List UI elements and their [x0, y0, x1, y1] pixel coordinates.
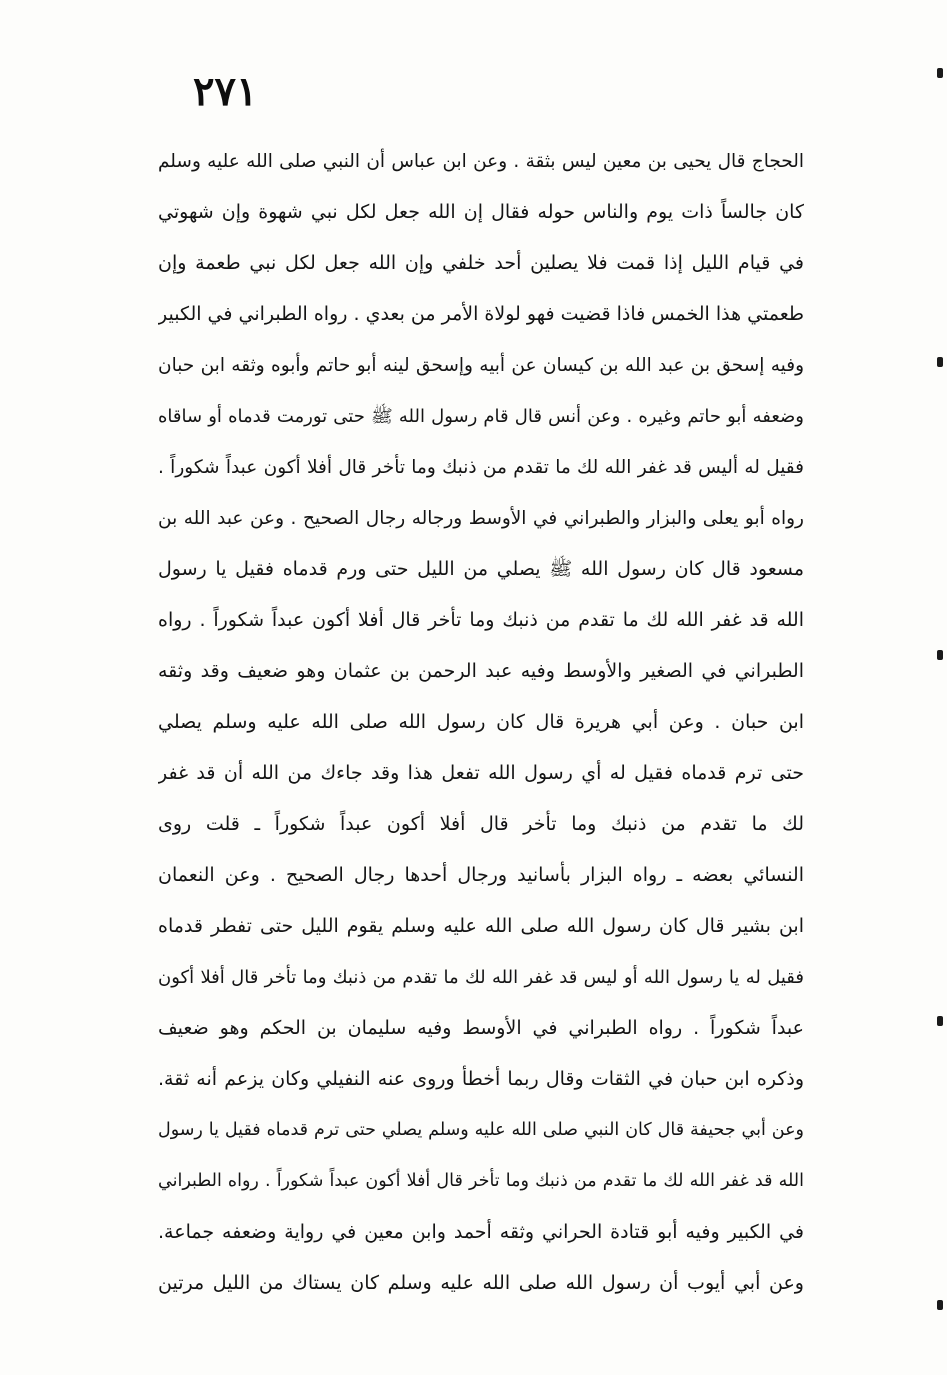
text-line: عبداً شكوراً . رواه الطبراني في الأوسط وفيه سليمان بن الحكم وهو ضعيف: [158, 1017, 804, 1039]
text-line: ابن حبان . وعن أبي هريرة قال كان رسول الله صلى الله عليه وسلم يصلي: [158, 711, 804, 733]
text-line: حتى ترم قدماه فقيل له أي رسول الله تفعل هذا وقد جاءك من الله أن قد غفر: [158, 762, 804, 784]
text-line: فقيل له يا رسول الله أو ليس قد غفر الله لك ما تقدم من ذنبك وما تأخر قال أفلا أكون: [158, 967, 804, 988]
text-line: وفيه إسحق بن عبد الله بن كيسان عن أبيه وإسحق لينه أبو حاتم وأبوه وثقه ابن حبان: [158, 355, 804, 376]
scan-edge-mark: [937, 68, 943, 78]
text-line: وضعفه أبو حاتم وغيره . وعن أنس قال قام رسول الله ﷺ حتى تورمت قدماه أو ساقاه: [158, 406, 804, 427]
scan-edge-mark: [937, 1016, 943, 1026]
text-line: في الكبير وفيه أبو قتادة الحراني وثقه أحمد وابن معين في رواية وضعفه جماعة.: [158, 1221, 804, 1243]
text-line: لك ما تقدم من ذنبك وما تأخر قال أفلا أكون عبداً شكوراً ـ قلت روى: [158, 813, 804, 835]
text-line: الحجاج قال يحيى بن معين ليس بثقة . وعن ابن عباس أن النبي صلى الله عليه وسلم: [158, 151, 804, 172]
scan-edge-mark: [937, 357, 943, 367]
text-line: الله قد غفر الله لك ما تقدم من ذنبك وما تأخر قال أفلا أكون عبداً شكوراً . رواه الطبراني: [158, 1171, 804, 1191]
text-line: فقيل له أليس قد غفر الله لك ما تقدم من ذنبك وما تأخر قال أفلا أكون عبداً شكوراً .: [158, 457, 804, 478]
text-line: كان جالساً ذات يوم والناس حوله فقال إن الله جعل لكل نبي شهوة وإن شهوتي: [158, 201, 804, 223]
text-line: الطبراني في الصغير والأوسط وفيه عبد الرحمن بن عثمان وهو ضعيف وقد وثقه: [158, 660, 804, 682]
text-line: ابن بشير قال كان رسول الله صلى الله عليه وسلم يقوم الليل حتى تفطر قدماه: [158, 915, 804, 937]
text-line: النسائي بعضه ـ رواه البزار بأسانيد ورجال أحدها رجال الصحيح . وعن النعمان: [158, 864, 804, 886]
text-line: الله قد غفر الله لك ما تقدم من ذنبك وما تأخر قال أفلا أكون عبداً شكوراً . رواه: [158, 609, 804, 631]
text-line: وعن أبي جحيفة قال كان النبي صلى الله عليه وسلم يصلي حتى ترم قدماه فقيل يا رسول: [158, 1120, 804, 1140]
text-line: في قيام الليل إذا قمت فلا يصلين أحد خلفي وإن الله جعل لكل نبي طعمة وإن: [158, 252, 804, 274]
text-line: وذكره ابن حبان في الثقات وقال ربما أخطأ وروى عنه النفيلي وكان يزعم أنه ثقة.: [158, 1068, 804, 1090]
scan-edge-mark: [937, 1300, 943, 1310]
scan-edge-mark: [937, 650, 943, 660]
text-line: رواه أبو يعلى والبزار والطبراني في الأوسط ورجاله رجال الصحيح . وعن عبد الله بن: [158, 508, 804, 529]
text-line: طعمتي هذا الخمس فاذا قضيت فهو لولاة الأمر من بعدي . رواه الطبراني في الكبير: [158, 303, 804, 325]
page-number: ٢٧١: [193, 68, 258, 115]
text-line: مسعود قال كان رسول الله ﷺ يصلي من الليل حتى ورم قدماه فقيل يا رسول: [158, 558, 804, 580]
text-line: وعن أبي أيوب أن رسول الله صلى الله عليه وسلم كان يستاك من الليل مرتين: [158, 1272, 804, 1294]
body-text: [158, 136, 804, 1309]
